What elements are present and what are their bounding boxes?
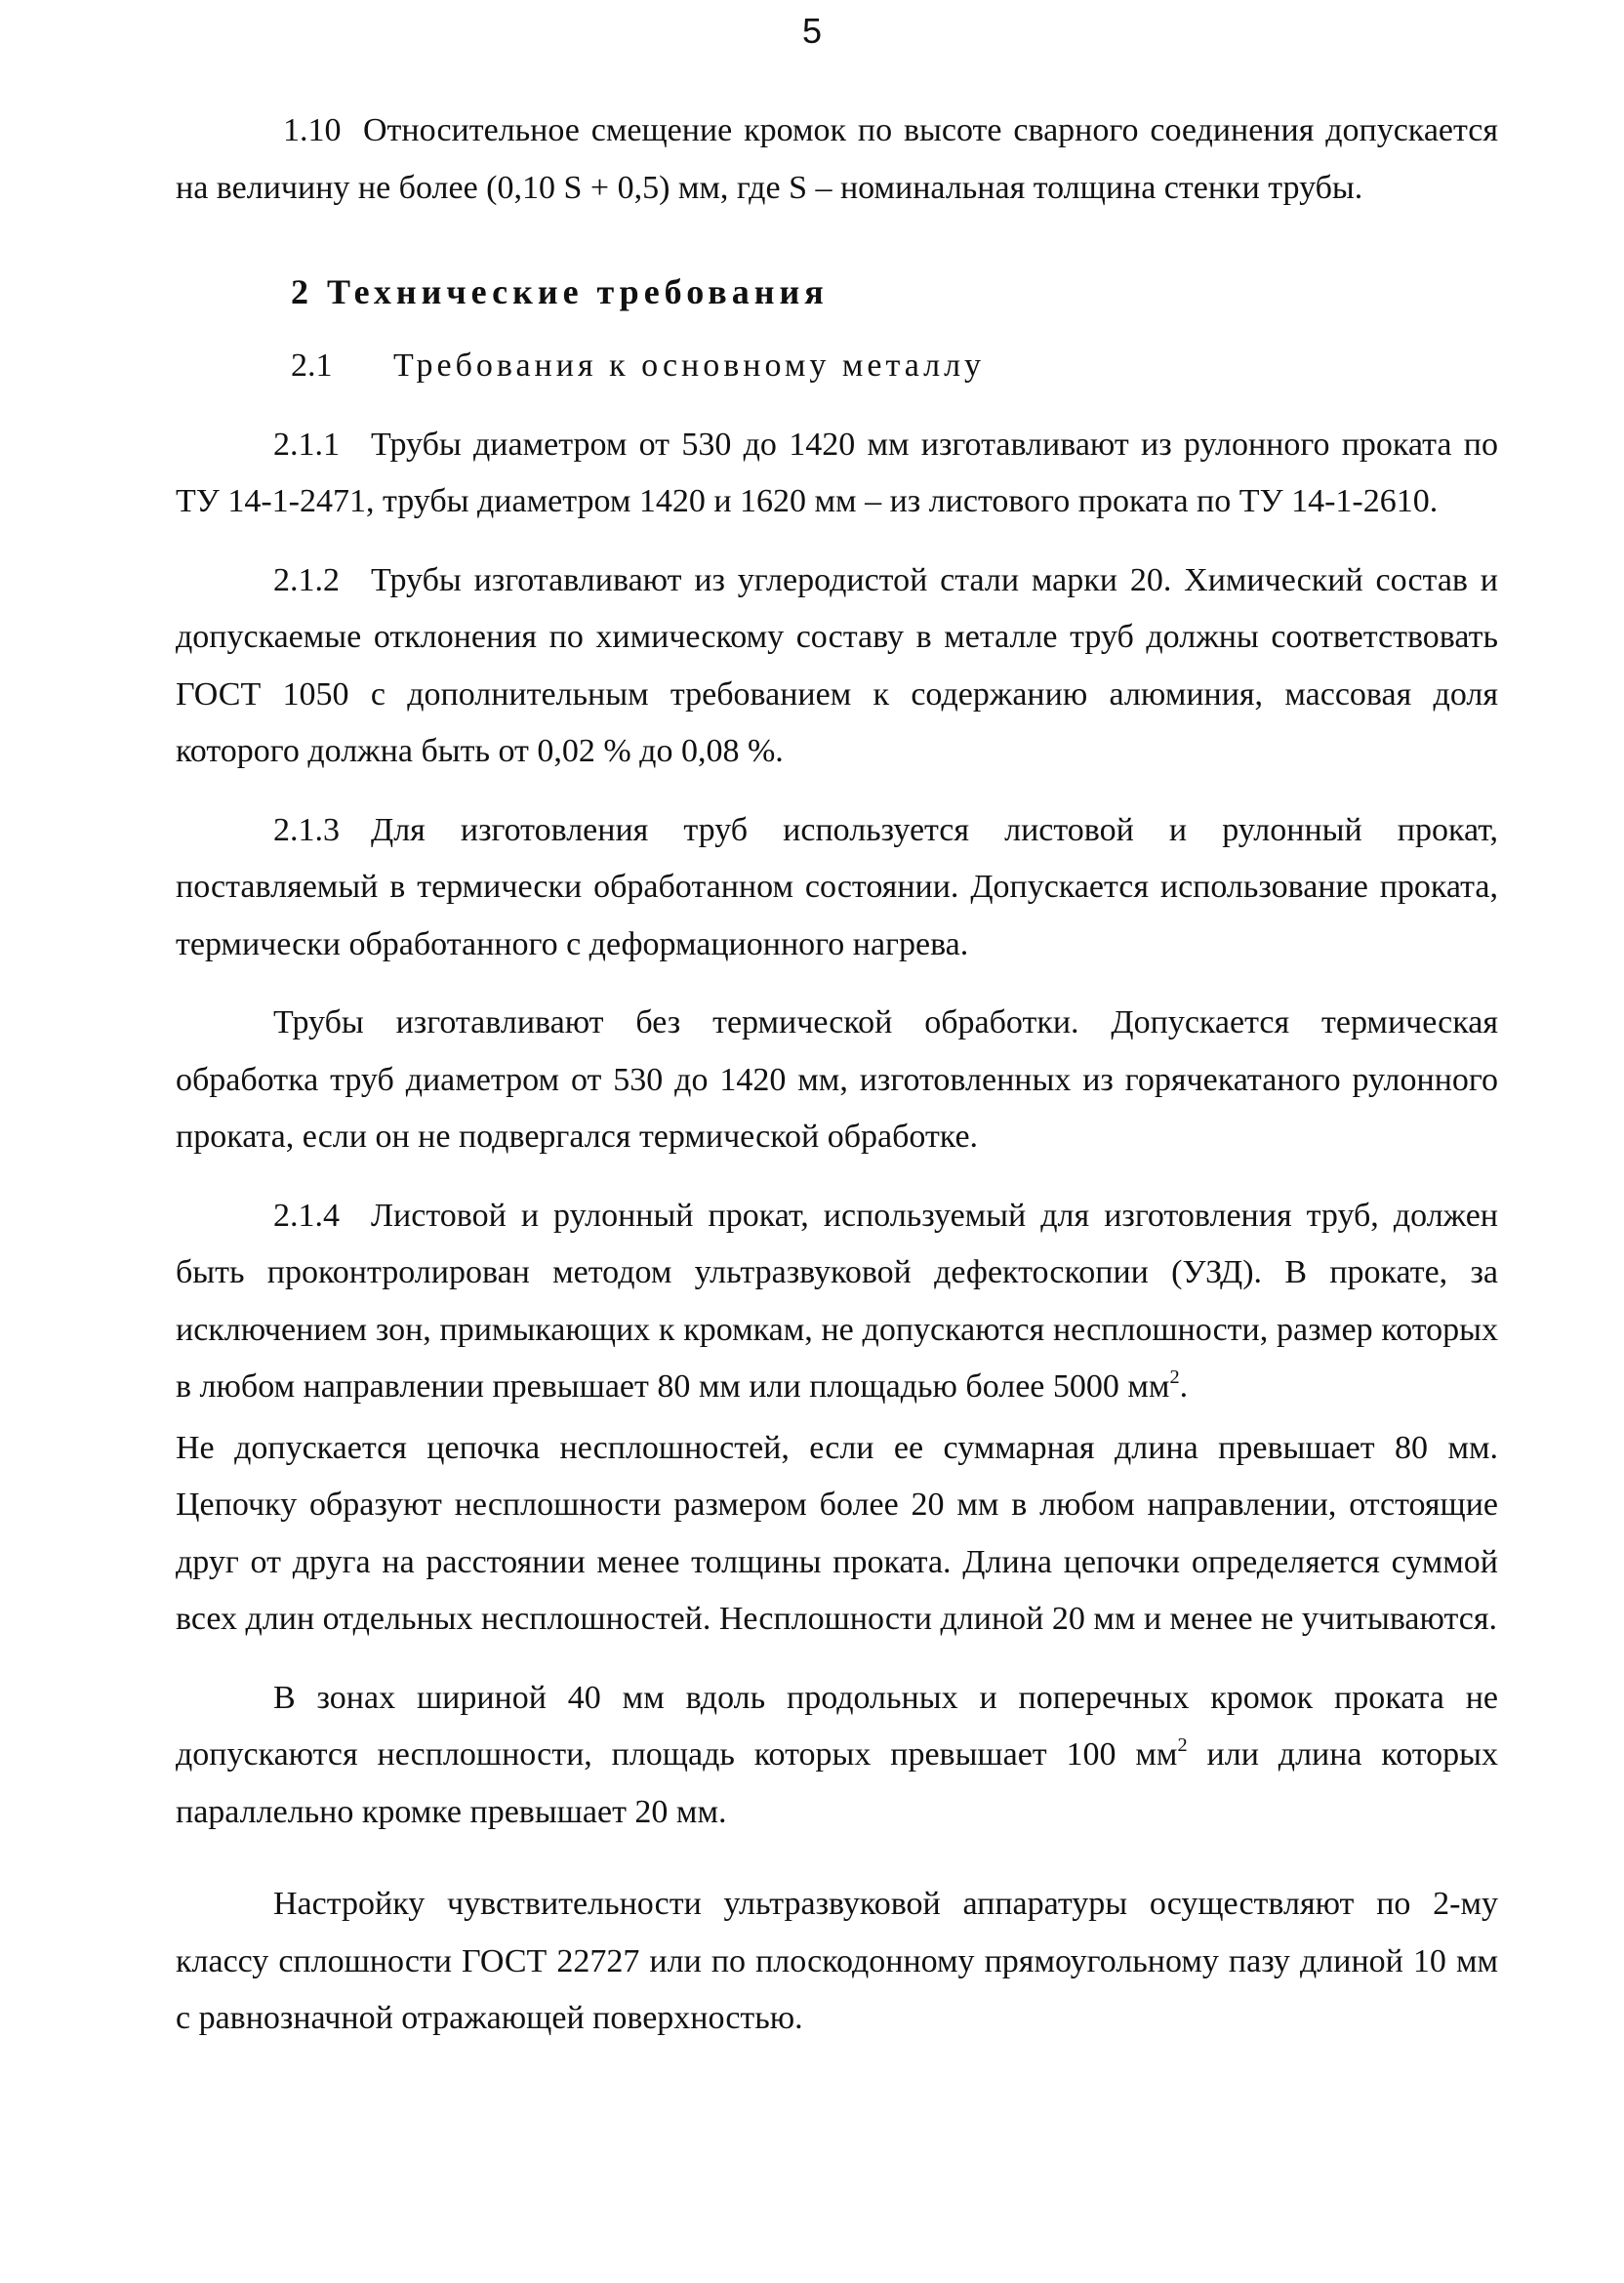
paragraph-edge-zones xyxy=(176,1670,1498,1842)
paragraph-ultrasonic-setup: Настройку чувствительности ультразвуковой аппаратуры осуществляют по 2-му классу сплошности ГОСТ 22727 или по плоскодонному прямоугольному пазу длиной 10 мм с равнозначной отражающей поверхностью. xyxy=(176,1886,1498,2036)
clause-text: Трубы изготавливают из углеродистой стали марки 20. Химический состав и допускаемые отклонения по химическому составу в металле труб должны соответствовать ГОСТ 1050 с дополнительным требованием к содержанию алюминия, массовая доля которого должна быть от 0,02 % до 0,08 %. xyxy=(176,561,1498,769)
clause-number: 2.1.2 xyxy=(273,561,340,598)
clause-text: Листовой и рулонный прокат, используемый для изготовления труб, должен быть проконтролирован методом ультразвуковой дефектоскопии (УЗД). В прокате, за исключением зон, примыкающих к кромкам, не допускаются несплошности, размер которых в любом направлении превышает 80 мм или площадью более 5000 мм xyxy=(176,1197,1498,1405)
clause-2-1-3 xyxy=(176,802,1498,974)
clause-2-1-4 xyxy=(176,1188,1498,1416)
subsection-number: 2.1 xyxy=(291,347,333,384)
clause-1-10 xyxy=(176,102,1498,217)
clause-number: 2.1.4 xyxy=(273,1197,340,1234)
section-2-heading: 2 Технические требования xyxy=(291,272,829,311)
subsection-title: Требования к основному металлу xyxy=(393,347,986,384)
clause-number: 2.1.3 xyxy=(273,811,340,848)
page-number: 5 xyxy=(801,11,823,51)
clause-number: 2.1.1 xyxy=(273,426,340,463)
paragraph-text: В зонах шириной 40 мм вдоль продольных и поперечных кромок проката не допускаются несплошности, площадь которых превышает 100 мм xyxy=(176,1679,1498,1773)
paragraph-chain-defects: Не допускается цепочка несплошностей, если ее суммарная длина превышает 80 мм. Цепочку образуют несплошности размером более 20 мм в любом направлении, отстоящие друг от друга на расстоянии менее толщины проката. Длина цепочки определяется суммой всех длин отдельных несплошностей. Несплошности длиной 20 мм и менее не учитываются. xyxy=(176,1429,1498,1637)
clause-text: Трубы диаметром от 530 до 1420 мм изготавливают из рулонного проката по ТУ 14-1-2471, трубы диаметром 1420 и 1620 мм – из листового проката по ТУ 14-1-2610. xyxy=(176,426,1498,519)
page-content xyxy=(176,102,1498,2048)
subsection-2-1-heading xyxy=(176,338,1498,395)
clause-text: Относительное смещение кромок по высоте сварного соединения допускается на величину не более (0,10 S + 0,5) мм, где S – номинальная толщина стенки трубы. xyxy=(176,112,1498,206)
clause-2-1-2 xyxy=(176,552,1498,781)
paragraph-text-tail: или длина которых параллельно кромке превышает 20 мм. xyxy=(176,1736,1498,1830)
clause-tail: . xyxy=(1179,1368,1189,1405)
paragraph-heat-treatment: Трубы изготавливают без термической обработки. Допускается термическая обработка труб диаметром от 530 до 1420 мм, изготовленных из горячекатаного рулонного проката, если он не подвергался термической обработке. xyxy=(176,1004,1498,1155)
clause-2-1-1 xyxy=(176,417,1498,531)
clause-text: Для изготовления труб используется листовой и рулонный прокат, поставляемый в термически обработанном состоянии. Допускается использование проката, термически обработанного с деформационного нагрева. xyxy=(176,811,1498,962)
clause-number: 1.10 xyxy=(283,112,342,148)
superscript: 2 xyxy=(1177,1734,1188,1756)
superscript: 2 xyxy=(1169,1366,1180,1388)
